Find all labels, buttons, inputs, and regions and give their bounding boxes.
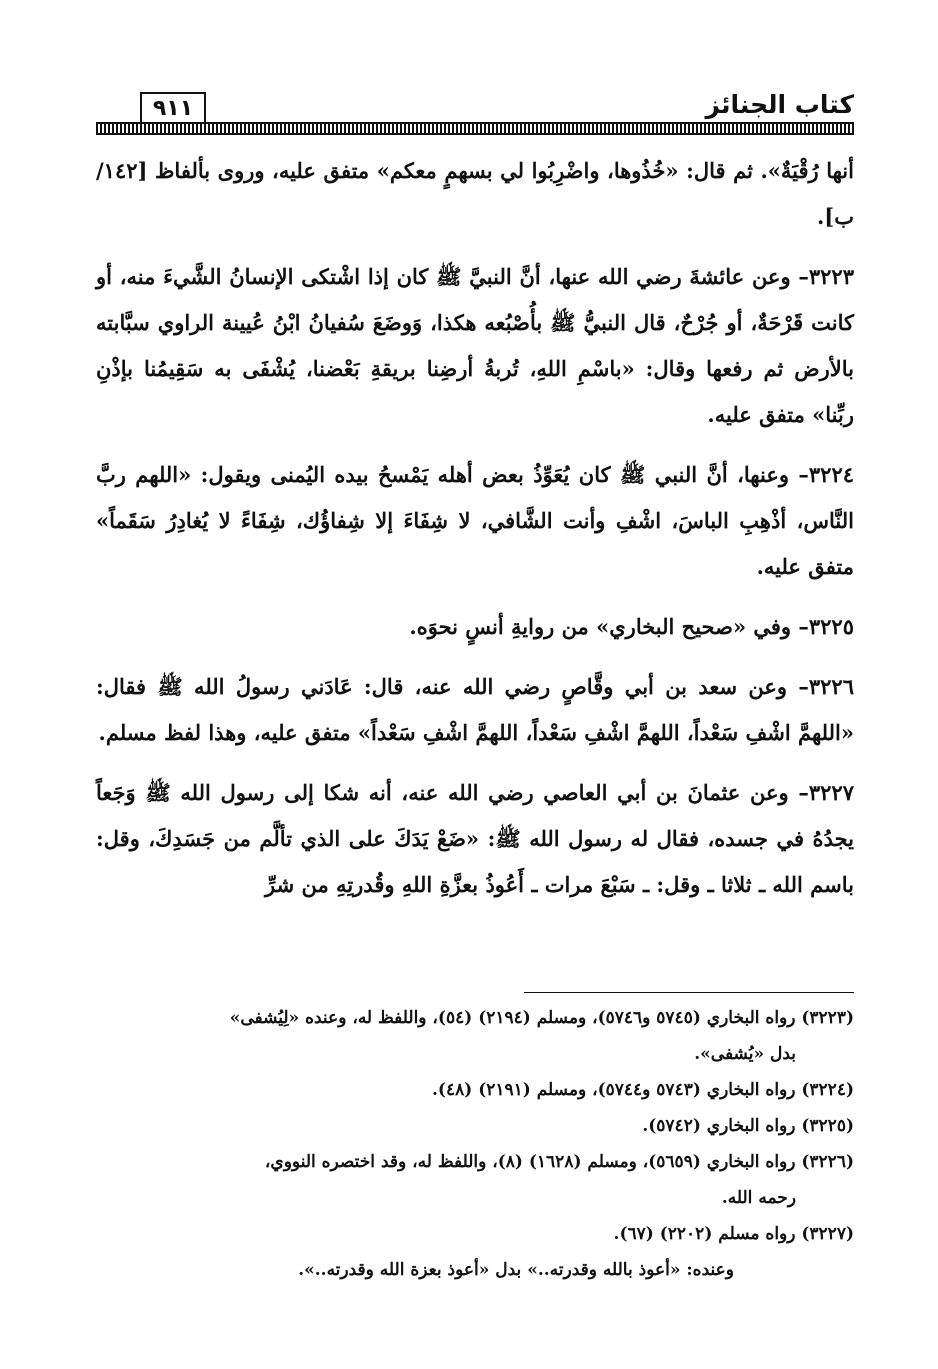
footnote-continuation: بدل «يُشفى». <box>694 1044 796 1064</box>
hadith-number: ٣٢٢٣– <box>798 264 854 289</box>
header-rule <box>96 122 854 135</box>
chapter-title: كتاب الجنائز <box>705 90 854 119</box>
paragraph-text: وعن عثمانَ بن أبي العاصي رضي الله عنه، أنه شكا إلى رسول الله ﷺ وَجَعاً يجدُهُ في جسده، فقال له رسول الله ﷺ: «ضَعْ يَدَكَ على الذي تألَّم من جَسَدِكَ، وقل: باسم الله ـ ثلاثا ـ وقل: ـ سَبْعَ مرات ـ أَعُوذُ بعزَّةِ اللهِ وقُدرتِهِ من شرِّ <box>96 780 854 897</box>
footnote-divider <box>524 992 854 993</box>
footnote-note: وعنده: «أعوذ بالله وقدرته..» بدل «أعوذ بعزة الله وقدرته..». <box>298 1260 734 1280</box>
paragraph-text: وعن سعد بن أبي وقَّاصٍ رضي الله عنه، قال: عَادَني رسولُ الله ﷺ فقال: «اللهمَّ اشْفِ سَعْداً، اللهمَّ اشْفِ سَعْداً، اللهمَّ اشْفِ سَعْداً» متفق عليه، وهذا لفظ مسلم. <box>96 674 854 745</box>
page-number: ٩١١ <box>140 92 206 124</box>
paragraph <box>96 664 854 756</box>
footnote-continuation: رحمه الله. <box>721 1188 796 1208</box>
paragraph-text: أنها رُقْيَةٌ». ثم قال: «خُذُوها، واضْرِبُوا لي بسهمٍ معكم» متفق عليه، وروى بألفاظ [١٤٢/ب]. <box>96 158 854 229</box>
footnote: (٣٢٢٣) رواه البخاري (٥٧٤٥ و٥٧٤٦)، ومسلم (٢١٩٤) (٥٤)، واللفظ له، وعنده «لِيُشفى» <box>229 1008 854 1028</box>
paragraph <box>96 254 854 438</box>
paragraph <box>96 770 854 908</box>
paragraph <box>96 148 854 240</box>
paragraph-text: وفي «صحيح البخاري» من روايةِ أنسٍ نحوَه. <box>409 614 792 639</box>
hadith-number: ٣٢٢٧– <box>798 780 854 805</box>
paragraph <box>96 604 854 650</box>
footnotes <box>96 1000 854 1288</box>
paragraph <box>96 452 854 590</box>
hadith-number: ٣٢٢٤– <box>798 462 855 487</box>
footnote: (٣٢٢٥) رواه البخاري (٥٧٤٢). <box>642 1116 854 1136</box>
page-header <box>96 88 854 134</box>
main-text <box>96 148 854 922</box>
footnote: (٣٢٢٦) رواه البخاري (٥٦٥٩)، ومسلم (١٦٢٨) (٨)، واللفظ له، وقد اختصره النووي، <box>264 1152 854 1172</box>
paragraph-text: وعنها، أنَّ النبي ﷺ كان يُعَوِّذُ بعض أهله يَمْسحُ بيده اليُمنى ويقول: «اللهم ربَّ النَّاس، أذْهِبِ الباسَ، اشْفِ وأنت الشَّافي، لا شِفَاءَ إلا شِفاؤُك، شِفَاءً لا يُغادِرُ سَقَماً» متفق عليه. <box>96 462 854 579</box>
paragraph-text: وعن عائشةَ رضي الله عنها، أنَّ النبيَّ ﷺ كان إذا اشْتكى الإنسانُ الشَّيءَ منه، أو كانت قَرْحَةٌ، أو جُرْحٌ، قال النبيُّ ﷺ بأُصْبُعه هكذا، وَوضَعَ سُفيانُ ابْنُ عُيينة الراوي سبَّابته بالأرض ثم رفعها وقال: «باسْمِ اللهِ، تُربةُ أرضِنا بريقةِ بَعْضنا، يُشْفَى به سَقِيمُنا بإذْنِ ربِّنا» متفق عليه. <box>96 264 854 427</box>
hadith-number: ٣٢٢٦– <box>798 674 854 699</box>
hadith-number: ٣٢٢٥– <box>798 614 854 639</box>
footnote: (٣٢٢٧) رواه مسلم (٢٢٠٢) (٦٧). <box>613 1224 854 1244</box>
footnote: (٣٢٢٤) رواه البخاري (٥٧٤٣ و٥٧٤٤)، ومسلم (٢١٩١) (٤٨). <box>432 1080 854 1100</box>
